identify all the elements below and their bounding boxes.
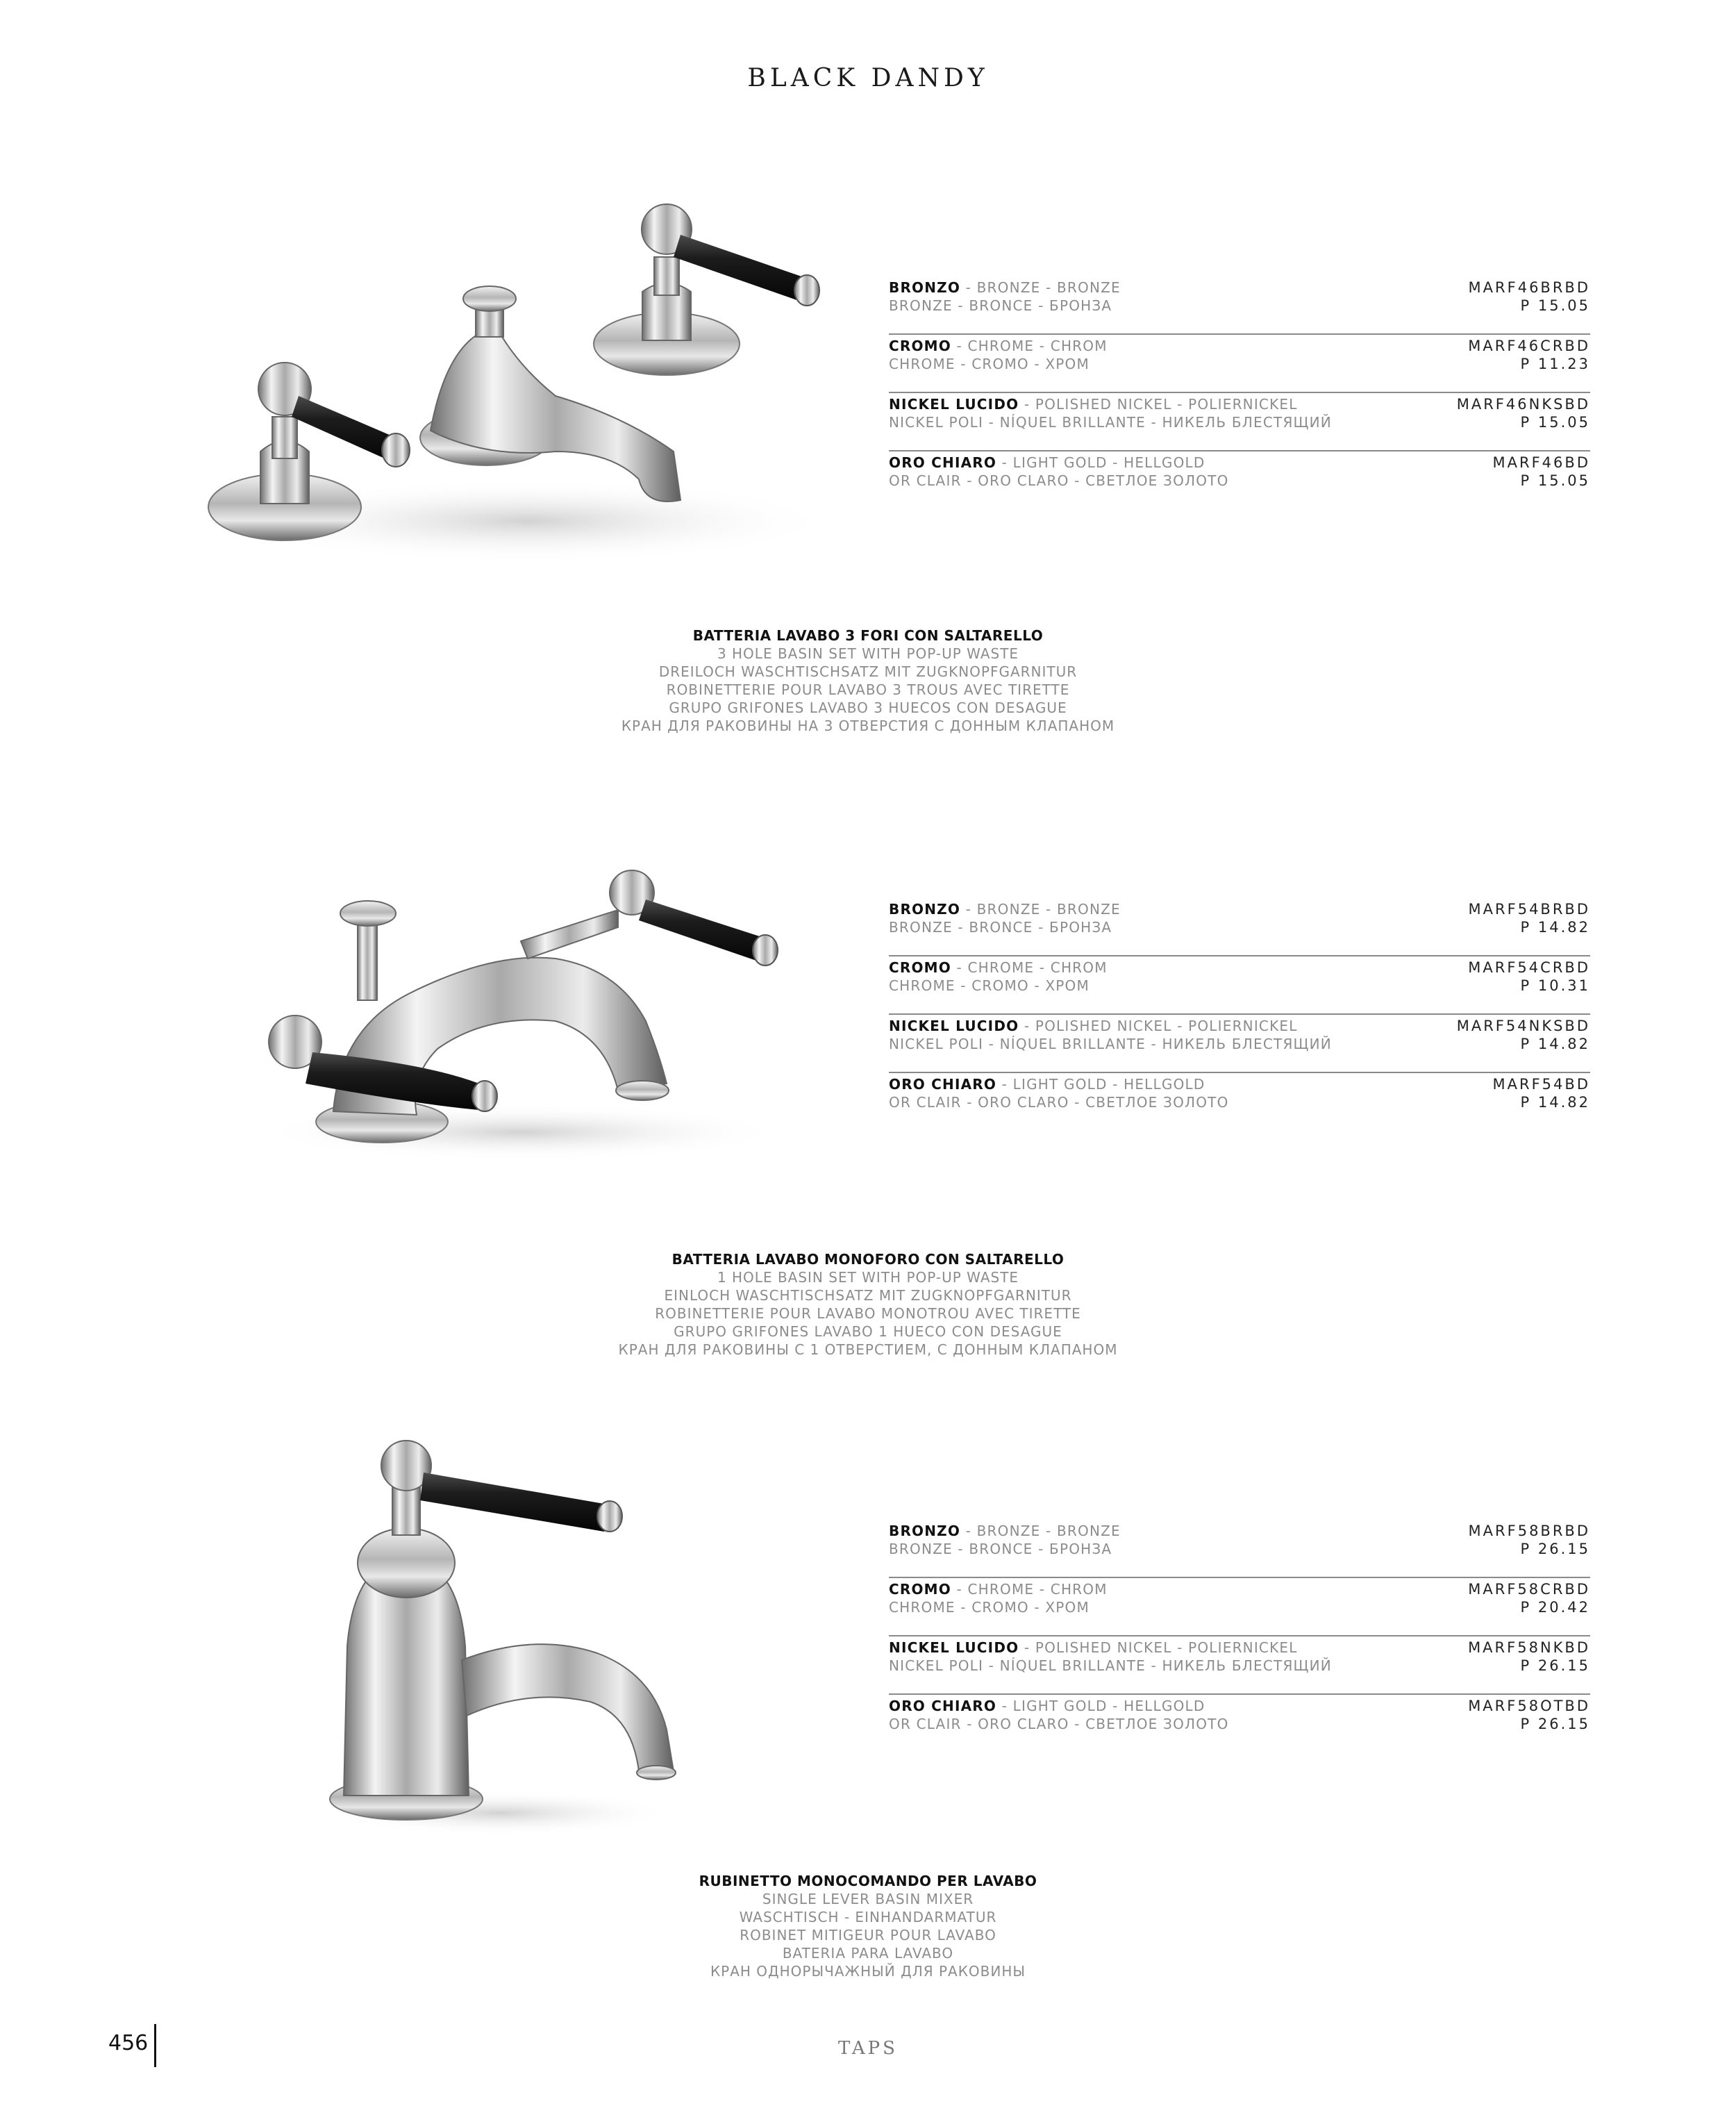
- finish-translations: - BRONZE - BRONZE: [960, 901, 1121, 918]
- description-line: ROBINET MITIGEUR POUR LAVABO: [740, 1927, 996, 1943]
- product-photo-3-hole-set: [194, 188, 854, 577]
- finish-name: ORO CHIARO: [889, 1076, 997, 1093]
- variant-row: [889, 1520, 1590, 1578]
- finish-translations: - POLISHED NICKEL - POLIERNICKEL: [1019, 396, 1298, 413]
- page-title: BLACK DANDY: [747, 64, 989, 92]
- price: P 15.05: [1520, 472, 1590, 489]
- description-line: КРАН ОДНОРЫЧАЖНЫЙ ДЛЯ РАКОВИНЫ: [710, 1963, 1026, 1980]
- description-line: КРАН ДЛЯ РАКОВИНЫ С 1 ОТВЕРСТИЕМ, С ДОННЫМ КЛАПАНОМ: [618, 1341, 1118, 1358]
- description-line: 3 HOLE BASIN SET WITH POP-UP WASTE: [717, 645, 1019, 662]
- price: P 15.05: [1520, 297, 1590, 314]
- page-number: 456: [108, 2031, 149, 2055]
- price: P 14.82: [1520, 1094, 1590, 1111]
- finish-name: NICKEL LUCIDO: [889, 1639, 1019, 1656]
- finish-name: ORO CHIARO: [889, 454, 997, 471]
- description-title: BATTERIA LAVABO 3 FORI CON SALTARELLO: [692, 627, 1044, 644]
- variant-row: [889, 335, 1590, 393]
- description-line: SINGLE LEVER BASIN MIXER: [762, 1891, 974, 1907]
- price: P 14.82: [1520, 1036, 1590, 1052]
- price: P 26.15: [1520, 1657, 1590, 1674]
- variant-row: [889, 1636, 1590, 1695]
- finish-name: NICKEL LUCIDO: [889, 396, 1019, 413]
- finish-translations-2: OR CLAIR - ORO CLARO - СВЕТЛОЕ ЗОЛОТО: [889, 1094, 1229, 1111]
- finish-translations-2: BRONZE - BRONCE - БРОНЗА: [889, 1541, 1112, 1557]
- finish-translations: - LIGHT GOLD - HELLGOLD: [996, 454, 1205, 471]
- finish-translations-2: CHROME - CROMO - ХРОМ: [889, 356, 1090, 372]
- variant-row: [889, 393, 1590, 451]
- price: P 26.15: [1520, 1716, 1590, 1732]
- finish-translations: - LIGHT GOLD - HELLGOLD: [996, 1698, 1205, 1714]
- finish-translations-2: BRONZE - BRONCE - БРОНЗА: [889, 919, 1112, 936]
- product-code: MARF58BRBD: [1468, 1523, 1590, 1539]
- variant-row: [889, 1015, 1590, 1073]
- price: P 26.15: [1520, 1541, 1590, 1557]
- finish-name: BRONZO: [889, 901, 961, 918]
- product-code: MARF54BRBD: [1468, 901, 1590, 918]
- variant-row: [889, 276, 1590, 335]
- finish-name: CROMO: [889, 338, 951, 354]
- finish-translations-2: CHROME - CROMO - ХРОМ: [889, 1599, 1090, 1616]
- product-photo-1-hole-set: [229, 854, 812, 1167]
- finish-translations-2: CHROME - CROMO - ХРОМ: [889, 977, 1090, 994]
- finish-translations-2: NICKEL POLI - NÍQUEL BRILLANTE - НИКЕЛЬ БЛЕСТЯЩИЙ: [889, 1036, 1332, 1052]
- product-description: [0, 1872, 1736, 1980]
- description-line: WASCHTISCH - EINHANDARMATUR: [739, 1909, 997, 1925]
- product-code: MARF58NKBD: [1468, 1639, 1590, 1656]
- price: P 10.31: [1520, 977, 1590, 994]
- product-code: MARF54BD: [1492, 1076, 1590, 1093]
- price: P 14.82: [1520, 919, 1590, 936]
- description-title: BATTERIA LAVABO MONOFORO CON SALTARELLO: [671, 1251, 1065, 1268]
- variant-row: [889, 898, 1590, 956]
- description-title: RUBINETTO MONOCOMANDO PER LAVABO: [699, 1873, 1037, 1889]
- variant-list: [889, 276, 1590, 510]
- finish-translations: - POLISHED NICKEL - POLIERNICKEL: [1019, 1018, 1298, 1034]
- description-line: GRUPO GRIFONES LAVABO 3 HUECOS CON DESAGUE: [669, 699, 1067, 716]
- variant-row: [889, 451, 1590, 510]
- description-line: ROBINETTERIE POUR LAVABO MONOTROU AVEC TIRETTE: [655, 1305, 1081, 1322]
- finish-translations: - CHROME - CHROM: [951, 959, 1108, 976]
- variant-list: [889, 1520, 1590, 1753]
- finish-translations: - LIGHT GOLD - HELLGOLD: [996, 1076, 1205, 1093]
- finish-translations: - CHROME - CHROM: [951, 338, 1108, 354]
- description-line: ROBINETTERIE POUR LAVABO 3 TROUS AVEC TIRETTE: [666, 681, 1070, 698]
- finish-translations: - CHROME - CHROM: [951, 1581, 1108, 1598]
- product-description: [0, 1250, 1736, 1359]
- finish-translations: - POLISHED NICKEL - POLIERNICKEL: [1019, 1639, 1298, 1656]
- finish-name: BRONZO: [889, 279, 961, 296]
- variant-row: [889, 1578, 1590, 1636]
- product-photo-single-lever: [306, 1424, 722, 1841]
- price: P 20.42: [1520, 1599, 1590, 1616]
- price: P 15.05: [1520, 414, 1590, 431]
- finish-translations-2: OR CLAIR - ORO CLARO - СВЕТЛОЕ ЗОЛОТО: [889, 1716, 1229, 1732]
- product-code: MARF46CRBD: [1468, 338, 1590, 354]
- finish-name: BRONZO: [889, 1523, 961, 1539]
- variant-list: [889, 898, 1590, 1132]
- product-code: MARF46BD: [1492, 454, 1590, 471]
- finish-translations-2: NICKEL POLI - NÍQUEL BRILLANTE - НИКЕЛЬ БЛЕСТЯЩИЙ: [889, 414, 1332, 431]
- product-code: MARF46BRBD: [1468, 279, 1590, 296]
- description-line: EINLOCH WASCHTISCHSATZ MIT ZUGKNOPFGARNITUR: [664, 1287, 1072, 1304]
- description-line: DREILOCH WASCHTISCHSATZ MIT ZUGKNOPFGARNITUR: [658, 663, 1078, 680]
- product-code: MARF58CRBD: [1468, 1581, 1590, 1598]
- description-line: 1 HOLE BASIN SET WITH POP-UP WASTE: [717, 1269, 1019, 1286]
- variant-row: [889, 1073, 1590, 1132]
- finish-name: CROMO: [889, 959, 951, 976]
- description-line: КРАН ДЛЯ РАКОВИНЫ НА 3 ОТВЕРСТИЯ С ДОННЫМ КЛАПАНОМ: [621, 718, 1115, 734]
- product-code: MARF46NKSBD: [1456, 396, 1590, 413]
- product-code: MARF54NKSBD: [1456, 1018, 1590, 1034]
- description-line: BATERIA PARA LAVABO: [782, 1945, 954, 1962]
- price: P 11.23: [1520, 356, 1590, 372]
- product-code: MARF54CRBD: [1468, 959, 1590, 976]
- finish-translations: - BRONZE - BRONZE: [960, 279, 1121, 296]
- variant-row: [889, 1695, 1590, 1753]
- variant-row: [889, 956, 1590, 1015]
- product-description: [0, 627, 1736, 735]
- finish-translations-2: NICKEL POLI - NÍQUEL BRILLANTE - НИКЕЛЬ БЛЕСТЯЩИЙ: [889, 1657, 1332, 1674]
- finish-name: ORO CHIARO: [889, 1698, 997, 1714]
- finish-name: CROMO: [889, 1581, 951, 1598]
- finish-translations: - BRONZE - BRONZE: [960, 1523, 1121, 1539]
- finish-translations-2: BRONZE - BRONCE - БРОНЗА: [889, 297, 1112, 314]
- section-footer: TAPS: [837, 2038, 898, 2059]
- finish-name: NICKEL LUCIDO: [889, 1018, 1019, 1034]
- product-code: MARF58OTBD: [1468, 1698, 1590, 1714]
- description-line: GRUPO GRIFONES LAVABO 1 HUECO CON DESAGUE: [674, 1323, 1062, 1340]
- finish-translations-2: OR CLAIR - ORO CLARO - СВЕТЛОЕ ЗОЛОТО: [889, 472, 1229, 489]
